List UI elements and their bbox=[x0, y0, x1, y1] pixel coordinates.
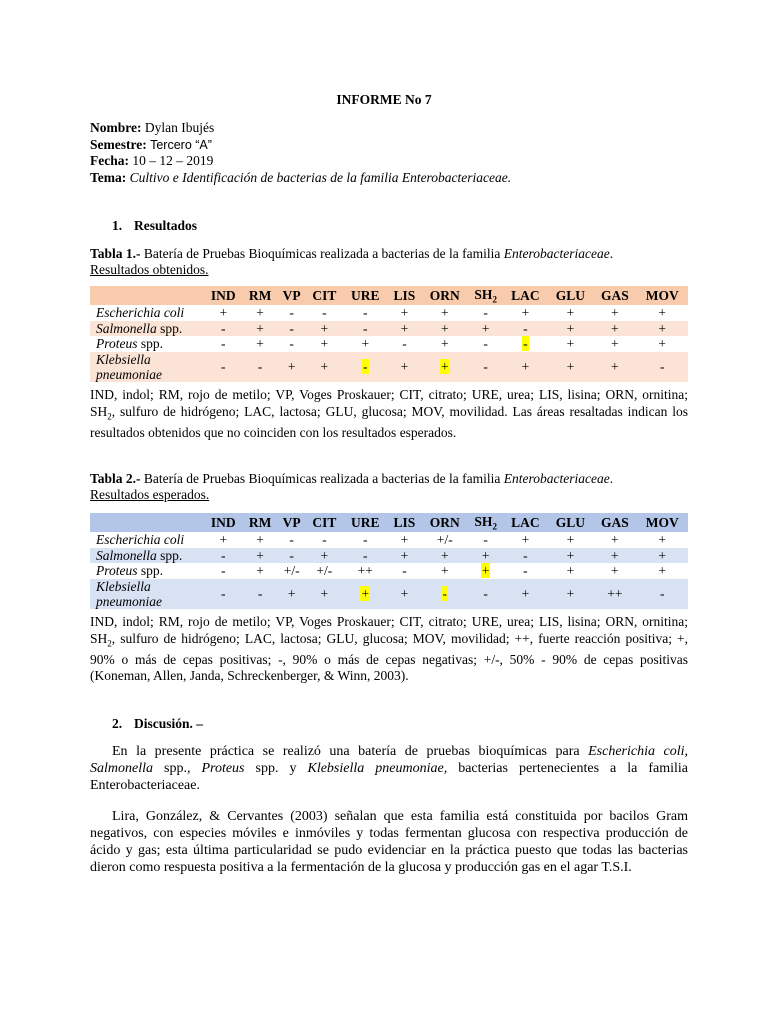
test-result-cell: + bbox=[361, 586, 370, 601]
table2-footnote: IND, indol; RM, rojo de metilo; VP, Voges Proskauer; CIT, citrato; URE, urea; LIS, lisina; ORN, ornitina; $SH_2$, sulfuro de hidrógeno; LAC, lactosa; GLU, glucosa; MOV, movilidad; ++, fuerte reacción positiva; +, 90% o más de cepas positivas; -, 90% o más de cepas negativas; +/-, 50% - 90% de cepas positivas (Koneman, Allen, Janda, Schreckenberger, & Winn, 2003). bbox=[90, 614, 688, 684]
test-result-cell: - bbox=[322, 305, 327, 321]
test-result-cell: - bbox=[363, 320, 368, 336]
test-result-cell: - bbox=[659, 359, 665, 374]
test-result-cell: + bbox=[320, 586, 329, 601]
column-header: MOV bbox=[645, 514, 679, 530]
organism-name: Proteus spp. bbox=[96, 563, 164, 579]
test-result-cell: + bbox=[658, 336, 667, 352]
test-result-cell: - bbox=[289, 305, 294, 321]
test-result-cell: - bbox=[289, 320, 294, 336]
test-result-cell: - bbox=[659, 586, 665, 601]
test-result-cell: +/- bbox=[436, 532, 453, 548]
test-result-cell: - bbox=[289, 532, 294, 548]
column-header: RM bbox=[248, 287, 272, 303]
organism-name: Salmonella spp. bbox=[96, 547, 183, 563]
meta-semestre: Semestre: Tercero “A” bbox=[90, 136, 212, 152]
test-result-cell: + bbox=[611, 305, 619, 321]
column-header: $SH_2$ bbox=[474, 513, 497, 532]
column-header bbox=[90, 513, 204, 532]
test-result-cell: - bbox=[483, 532, 488, 548]
test-result-cell: + bbox=[611, 359, 619, 374]
test-result-cell: + bbox=[440, 305, 449, 321]
organism-name: Proteus spp. bbox=[96, 336, 164, 352]
column-header: CIT bbox=[312, 514, 337, 530]
column-header: ORN bbox=[429, 514, 460, 530]
column-header bbox=[90, 286, 204, 305]
test-result-cell: + bbox=[658, 320, 667, 336]
discussion-paragraph-1: En la presente práctica se realizó una batería de pruebas bioquímicas para Escherichia coli, Salmonella spp., Proteus spp. y Klebsiella pneumoniae, bacterias pertenecientes a la familia Enterobacteriaceae. bbox=[90, 744, 689, 793]
table-row bbox=[90, 352, 688, 382]
test-result-cell: + bbox=[481, 547, 490, 563]
test-result-cell: - bbox=[523, 320, 528, 336]
test-result-cell: + bbox=[481, 320, 490, 336]
table2-results-expected bbox=[90, 513, 688, 609]
table-header-row bbox=[90, 513, 688, 532]
test-result-cell: + bbox=[521, 305, 530, 321]
test-result-cell: - bbox=[257, 359, 263, 374]
column-header: GAS bbox=[600, 287, 629, 303]
column-header: GAS bbox=[600, 514, 629, 530]
test-result-cell: - bbox=[221, 320, 226, 336]
table-row bbox=[90, 336, 688, 352]
test-result-cell: + bbox=[256, 563, 264, 579]
column-header: URE bbox=[351, 287, 380, 303]
test-result-cell: + bbox=[287, 359, 296, 374]
test-result-cell: + bbox=[320, 359, 329, 374]
organism-name: Salmonella spp. bbox=[96, 320, 183, 336]
organism-name: Escherichia coli bbox=[96, 532, 185, 548]
test-result-cell: + bbox=[256, 336, 264, 352]
table2-caption: Tabla 2.- Batería de Pruebas Bioquímicas realizada a bacterias de la familia Enterobacteriaceae. Resultados esperados. bbox=[90, 471, 614, 502]
test-result-cell: - bbox=[523, 563, 528, 579]
table-row bbox=[90, 532, 688, 548]
column-header: ORN bbox=[429, 287, 460, 303]
column-header: CIT bbox=[312, 287, 337, 303]
test-result-cell: - bbox=[363, 547, 368, 563]
test-result-cell: + bbox=[400, 547, 409, 563]
column-header: LAC bbox=[511, 514, 540, 530]
column-header: GLU bbox=[555, 287, 586, 303]
meta-nombre: Nombre: Dylan Ibujés bbox=[90, 120, 215, 135]
test-result-cell: + bbox=[521, 532, 530, 548]
column-header: LAC bbox=[511, 287, 540, 303]
column-header: VP bbox=[282, 287, 301, 303]
test-result-cell: - bbox=[483, 305, 488, 321]
test-result-cell: - bbox=[442, 586, 448, 601]
test-result-cell: - bbox=[523, 547, 528, 563]
test-result-cell: + bbox=[400, 586, 409, 601]
test-result-cell: ++ bbox=[357, 563, 373, 579]
test-result-cell: - bbox=[523, 336, 528, 352]
meta-tema: Tema: Cultivo e Identificación de bacterias de la familia Enterobacteriaceae. bbox=[90, 169, 512, 185]
test-result-cell: + bbox=[658, 532, 667, 548]
test-result-cell: + bbox=[440, 547, 449, 563]
report-meta bbox=[90, 120, 511, 186]
test-result-cell: - bbox=[483, 586, 488, 601]
test-result-cell: - bbox=[483, 359, 488, 374]
test-result-cell: + bbox=[658, 563, 667, 579]
section-resultados-heading: 1. Resultados bbox=[112, 218, 198, 233]
test-result-cell: + bbox=[361, 336, 370, 352]
test-result-cell: ++ bbox=[607, 586, 623, 601]
test-result-cell: + bbox=[658, 305, 667, 321]
test-result-cell: +/- bbox=[316, 563, 333, 579]
table-row bbox=[90, 548, 688, 564]
test-result-cell: + bbox=[256, 305, 264, 321]
test-result-cell: +/- bbox=[283, 563, 300, 579]
table1-footnote: IND, indol; RM, rojo de metilo; VP, Voges Proskauer; CIT, citrato; URE, urea; LIS, lisina; ORN, ornitina; $SH_2$, sulfuro de hidrógeno; LAC, lactosa; GLU, glucosa; MOV, movilidad. Las áreas resaltadas indican los resultados obtenidos que no coinciden con los resultados esperados. bbox=[90, 387, 688, 440]
test-result-cell: - bbox=[322, 532, 327, 548]
test-result-cell: - bbox=[221, 586, 226, 601]
test-result-cell: - bbox=[289, 547, 294, 563]
test-result-cell: + bbox=[566, 532, 575, 548]
column-header: RM bbox=[248, 514, 272, 530]
column-header: VP bbox=[282, 514, 301, 530]
report-title: INFORME No 7 bbox=[336, 92, 432, 107]
test-result-cell: + bbox=[320, 547, 329, 563]
test-result-cell: - bbox=[257, 586, 263, 601]
test-result-cell: + bbox=[566, 563, 575, 579]
table1-results-obtained bbox=[90, 286, 688, 382]
test-result-cell: + bbox=[400, 532, 409, 548]
test-result-cell: - bbox=[221, 336, 226, 352]
organism-name: Klebsiella pneumoniae bbox=[96, 578, 162, 609]
test-result-cell: + bbox=[256, 320, 264, 336]
test-result-cell: + bbox=[566, 320, 575, 336]
test-result-cell: + bbox=[400, 359, 409, 374]
test-result-cell: + bbox=[219, 305, 228, 321]
column-header: IND bbox=[210, 287, 236, 303]
test-result-cell: - bbox=[363, 359, 368, 374]
test-result-cell: + bbox=[611, 336, 619, 352]
test-result-cell: + bbox=[320, 320, 329, 336]
column-header: GLU bbox=[555, 514, 586, 530]
test-result-cell: + bbox=[400, 305, 409, 321]
test-result-cell: + bbox=[566, 305, 575, 321]
test-result-cell: - bbox=[402, 563, 407, 579]
test-result-cell: - bbox=[483, 336, 488, 352]
test-result-cell: + bbox=[566, 586, 575, 601]
test-result-cell: - bbox=[221, 359, 226, 374]
test-result-cell: + bbox=[611, 532, 619, 548]
test-result-cell: + bbox=[481, 563, 490, 579]
table-row bbox=[90, 321, 688, 337]
column-header: URE bbox=[351, 514, 380, 530]
test-result-cell: - bbox=[363, 532, 368, 548]
table1-caption: Tabla 1.- Batería de Pruebas Bioquímicas realizada a bacterias de la familia Enterobacteriaceae. Resultados obtenidos. bbox=[90, 246, 614, 277]
test-result-cell: + bbox=[658, 547, 667, 563]
test-result-cell: - bbox=[289, 336, 294, 352]
test-result-cell: + bbox=[611, 547, 619, 563]
test-result-cell: + bbox=[400, 320, 409, 336]
test-result-cell: + bbox=[521, 359, 530, 374]
test-result-cell: + bbox=[320, 336, 329, 352]
table-header-row bbox=[90, 286, 688, 305]
meta-fecha: Fecha: 10 – 12 – 2019 bbox=[90, 153, 214, 168]
test-result-cell: + bbox=[566, 547, 575, 563]
test-result-cell: + bbox=[611, 320, 619, 336]
organism-name: Escherichia coli bbox=[96, 305, 185, 321]
test-result-cell: - bbox=[221, 563, 226, 579]
table-row bbox=[90, 579, 688, 609]
column-header: IND bbox=[210, 514, 236, 530]
test-result-cell: + bbox=[566, 359, 575, 374]
column-header: LIS bbox=[393, 514, 416, 530]
test-result-cell: - bbox=[221, 547, 226, 563]
test-result-cell: + bbox=[440, 320, 449, 336]
test-result-cell: + bbox=[256, 532, 264, 548]
test-result-cell: + bbox=[566, 336, 575, 352]
test-result-cell: + bbox=[521, 586, 530, 601]
discussion-paragraph-2: Lira, González, & Cervantes (2003) señalan que esta familia está constituida por bacilos Gram negativos, con especies móviles e inmóviles y todas fermentan glucosa con respectiva producción de ácido y gas; esta última particularidad se pudo evidenciar en la práctica puesto que todas las bacterias dieron como respuesta positiva a la fermentación de la glucosa y producción gas en el agar T.S.I. bbox=[90, 809, 688, 875]
column-header: LIS bbox=[393, 287, 416, 303]
table-row bbox=[90, 305, 688, 321]
test-result-cell: + bbox=[219, 532, 228, 548]
test-result-cell: + bbox=[256, 547, 264, 563]
test-result-cell: + bbox=[440, 359, 449, 374]
section-discusion-heading: 2. Discusión. – bbox=[112, 716, 204, 731]
organism-name: Klebsiella pneumoniae bbox=[96, 351, 162, 382]
test-result-cell: - bbox=[402, 336, 407, 352]
test-result-cell: + bbox=[440, 336, 449, 352]
test-result-cell: - bbox=[363, 305, 368, 321]
column-header: $SH_2$ bbox=[474, 286, 497, 305]
table-row bbox=[90, 563, 688, 579]
test-result-cell: + bbox=[287, 586, 296, 601]
test-result-cell: + bbox=[611, 563, 619, 579]
test-result-cell: + bbox=[440, 563, 449, 579]
column-header: MOV bbox=[645, 287, 679, 303]
